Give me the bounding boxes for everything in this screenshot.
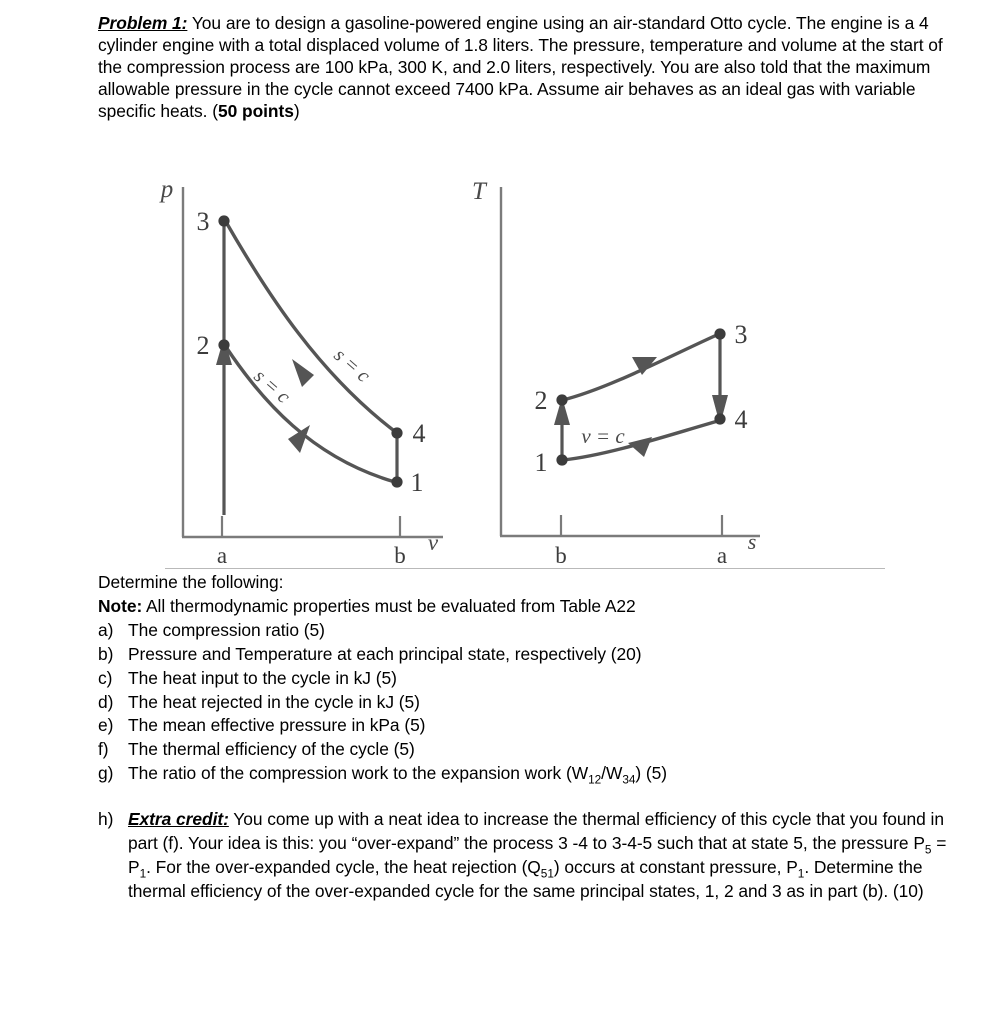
ts-state-label-4: 4 — [734, 405, 748, 434]
pv-state-label-2: 2 — [196, 331, 210, 360]
item-text: Pressure and Temperature at each principal state, respectively (20) — [128, 643, 642, 664]
pv-state-point-2 — [218, 339, 229, 350]
extra-credit-sub-1: 1 — [139, 866, 147, 881]
list-item — [98, 643, 898, 667]
extra-credit-body — [128, 808, 960, 904]
pv-process-3-4 — [226, 222, 397, 433]
pv-state-label-4: 4 — [412, 419, 426, 448]
pv-tick-label-b: b — [394, 543, 406, 568]
item-marker: e) — [98, 715, 114, 736]
ts-process-label-v-const: v = c — [581, 424, 625, 448]
extra-credit-part1: You come up with a neat idea to increase the thermal efficiency of this cycle that you found in part (f). Your idea is this: you “over-expand” the process 3 -4 to 3-4-5 such that at state 5, the pressure P — [128, 809, 944, 853]
problem-points: 50 points — [217, 100, 294, 121]
extra-credit-part2: = P — [128, 832, 947, 877]
determine-item-list — [98, 619, 898, 786]
item-text: The compression ratio (5) — [128, 619, 325, 640]
ts-state-label-1: 1 — [534, 448, 548, 477]
item-text: The heat input to the cycle in kJ (5) — [128, 667, 397, 688]
ts-state-point-4 — [714, 413, 725, 424]
list-item — [98, 714, 898, 738]
pv-y-axis-label: p — [160, 176, 174, 203]
ts-state-label-2: 2 — [534, 386, 548, 415]
ts-diagram — [472, 178, 760, 568]
problem-body-part2: ) — [293, 100, 300, 121]
item-text — [128, 762, 898, 786]
item-marker: b) — [98, 643, 114, 664]
extra-credit-label: Extra credit: — [128, 809, 229, 829]
problem-label: Problem 1: — [98, 13, 188, 33]
item-marker: d) — [98, 691, 114, 712]
note-text: All thermodynamic properties must be evaluated from Table A22 — [142, 595, 636, 616]
item-marker: f) — [98, 739, 109, 760]
extra-credit-marker: h) — [98, 809, 114, 829]
pv-tick-label-a: a — [216, 543, 228, 568]
pv-state-label-1: 1 — [410, 468, 424, 497]
list-item — [98, 691, 898, 715]
list-item-g — [98, 762, 898, 786]
ts-tick-label-a: a — [716, 543, 728, 568]
determine-note — [98, 595, 898, 619]
list-item — [98, 738, 898, 762]
item-g-slash: /W — [601, 763, 623, 784]
figure-pair — [0, 175, 994, 570]
list-item — [98, 619, 898, 643]
note-label: Note: — [98, 595, 143, 616]
ts-state-point-1 — [556, 454, 567, 465]
ts-x-axis-label: s — [747, 529, 757, 554]
extra-credit-part5: . Determine the thermal efficiency of the over-expanded cycle for the same principal states, 1, 2 and 3 as in part (b). (10) — [128, 856, 924, 901]
extra-credit-section — [98, 808, 960, 904]
item-g-sub-34: 34 — [622, 772, 636, 787]
item-text: The heat rejected in the cycle in kJ (5) — [128, 691, 420, 712]
pv-state-point-4 — [391, 427, 402, 438]
item-marker: a) — [98, 619, 114, 640]
horizontal-rule — [165, 568, 885, 569]
ts-state-point-3 — [714, 328, 725, 339]
ts-state-point-2 — [556, 394, 567, 405]
item-text: The thermal efficiency of the cycle (5) — [128, 739, 415, 760]
problem-statement — [98, 13, 960, 123]
ts-y-axis-label: T — [472, 178, 486, 205]
extra-credit-row — [98, 808, 960, 904]
pv-diagram — [159, 176, 443, 568]
extra-credit-part3: . For the over-expanded cycle, the heat rejection (Q — [146, 856, 541, 877]
pv-arrow-3-4 — [292, 359, 314, 387]
pv-state-point-3 — [218, 215, 229, 226]
pv-x-axis-label: v — [427, 530, 439, 555]
list-item — [98, 667, 898, 691]
item-g-text-before: The ratio of the compression work to the expansion work (W — [128, 763, 589, 784]
item-g-sub-12: 12 — [588, 772, 602, 787]
extra-credit-sub-1b: 1 — [797, 866, 805, 881]
item-marker: g) — [98, 763, 114, 784]
extra-credit-part4: ) occurs at constant pressure, P — [553, 856, 798, 877]
pv-state-label-3: 3 — [196, 207, 210, 236]
extra-credit-sub-5: 5 — [924, 842, 932, 857]
ts-state-label-3: 3 — [734, 320, 748, 349]
item-g-text-after: ) (5) — [635, 763, 668, 784]
pv-process-label-3-4: s = c — [329, 343, 375, 387]
item-marker: c) — [98, 667, 113, 688]
pv-state-point-1 — [391, 476, 402, 487]
ts-tick-label-b: b — [555, 543, 567, 568]
problem-body-part1: You are to design a gasoline-powered engine using an air-standard Otto cycle. The engine is a 4 cylinder engine with a total displaced volume of 1.8 liters. The pressure, temperature and volume at the start of the compression process are 100 kPa, 300 K, and 2.0 liters, respectively. You are also told that the maximum allowable pressure in the cycle cannot exceed 7400 kPa. Assume air behaves as an ideal gas with variable specific heats. ( — [98, 13, 943, 121]
otto-cycle-diagrams — [0, 175, 994, 570]
determine-section — [98, 571, 898, 786]
extra-credit-sub-51: 51 — [540, 866, 554, 881]
determine-heading: Determine the following: — [98, 572, 284, 592]
item-text: The mean effective pressure in kPa (5) — [128, 715, 426, 736]
pv-process-label-1-2: s = c — [249, 364, 295, 408]
